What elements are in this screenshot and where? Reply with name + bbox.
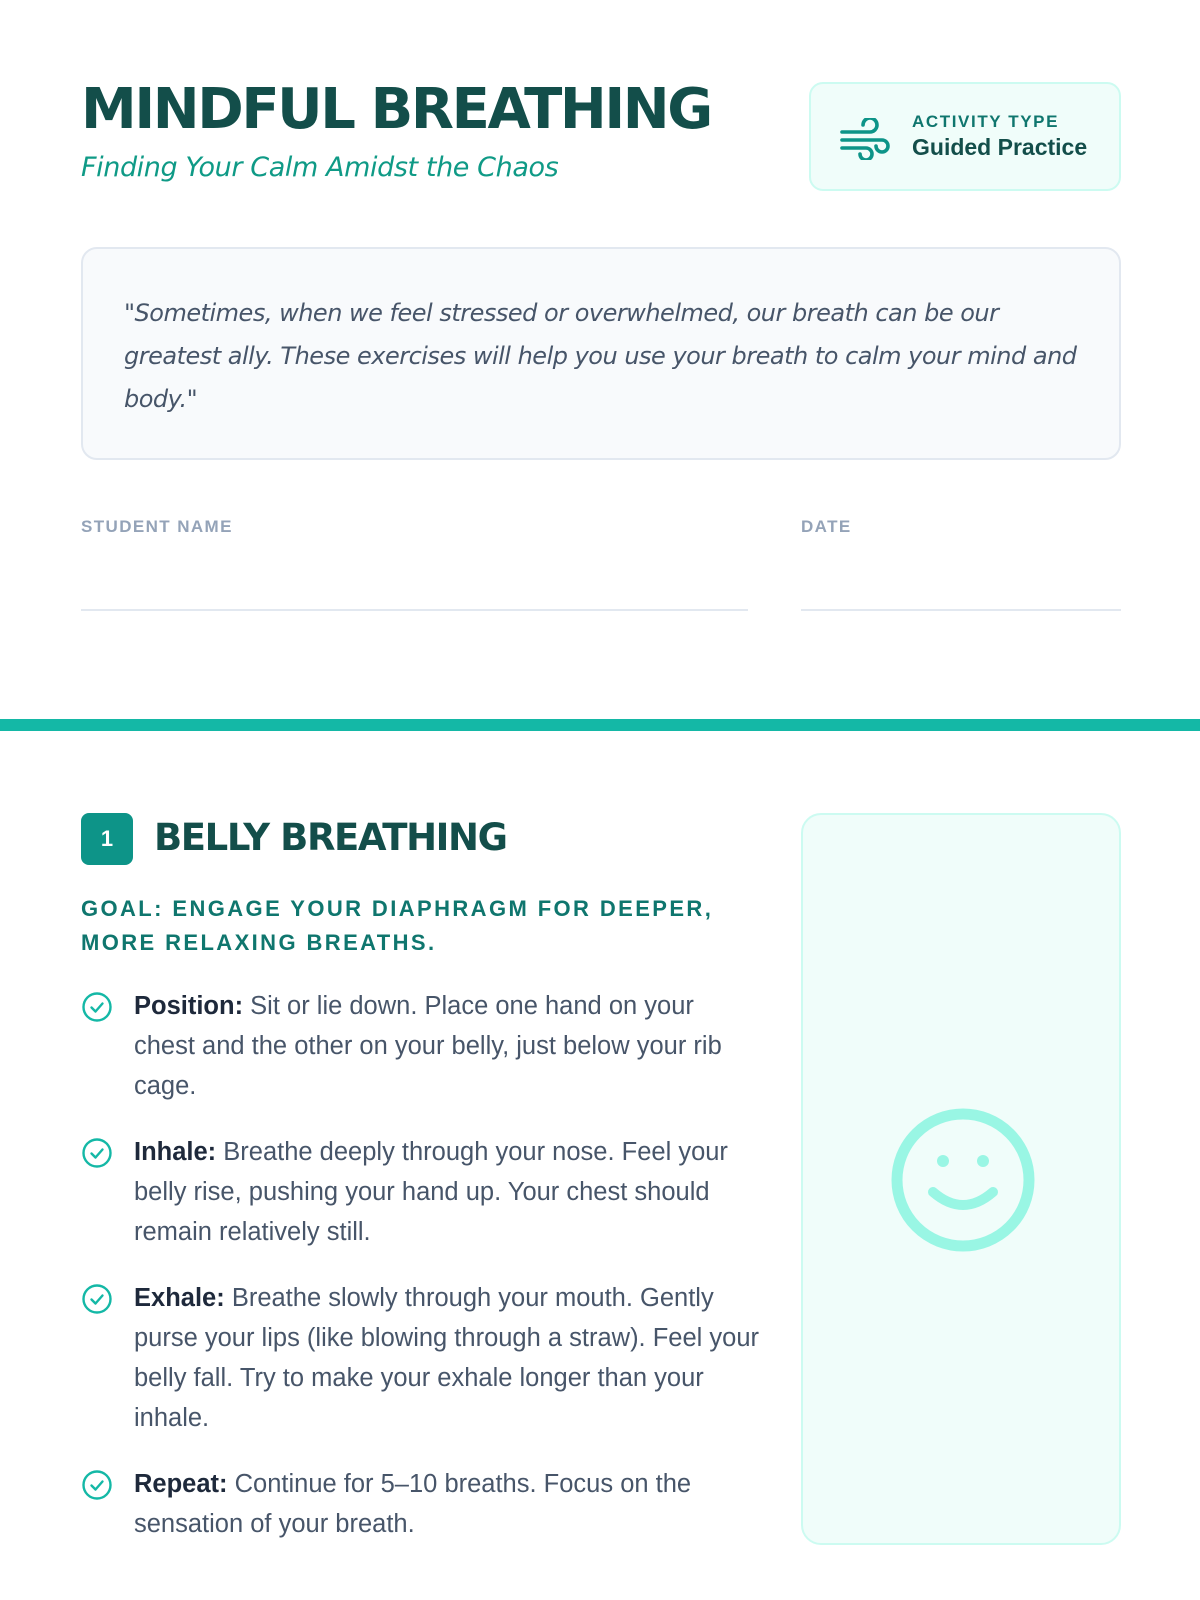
date-field[interactable]: [801, 609, 1121, 611]
section-goal: GOAL: ENGAGE YOUR DIAPHRAGM FOR DEEPER, MORE RELAXING BREATHS.: [81, 896, 714, 955]
step-text: Continue for 5–10 breaths. Focus on the sensation of your breath.: [134, 1470, 692, 1538]
illustration-panel: [801, 813, 1121, 1545]
step-label: Inhale:: [134, 1138, 217, 1166]
section-divider: [0, 719, 1200, 731]
instruction-list: [81, 986, 761, 1570]
list-item: [81, 1464, 761, 1544]
student-name-field[interactable]: [81, 609, 748, 611]
intro-quote: "Sometimes, when we feel stressed or overwhelmed, our breath can be our greatest ally. These exercises will help you use your breath to calm your mind and body.": [124, 299, 1077, 413]
list-item: [81, 1132, 761, 1252]
step-label: Repeat:: [134, 1470, 228, 1498]
student-name-label: STUDENT NAME: [81, 517, 233, 536]
activity-type-label: ACTIVITY TYPE: [912, 112, 1060, 131]
section-title: BELLY BREATHING: [154, 816, 507, 859]
step-text: Breathe slowly through your mouth. Gently purse your lips (like blowing through a straw). Feel your belly fall. Try to make your exhale longer than your inhale.: [134, 1284, 760, 1432]
step-label: Exhale:: [134, 1284, 225, 1312]
page-title: MINDFUL BREATHING: [81, 77, 711, 142]
check-circle-icon: [81, 1283, 113, 1315]
intro-quote-box: [81, 247, 1121, 460]
list-item: [81, 1278, 761, 1438]
list-item: [81, 986, 761, 1106]
check-circle-icon: [81, 1137, 113, 1169]
activity-type-value: Guided Practice: [912, 134, 1088, 160]
smiley-face-icon: [888, 1105, 1038, 1255]
wind-icon: [840, 118, 892, 160]
check-circle-icon: [81, 991, 113, 1023]
page-subtitle: Finding Your Calm Amidst the Chaos: [81, 152, 559, 183]
step-text: Sit or lie down. Place one hand on your chest and the other on your belly, just below your rib cage.: [134, 992, 722, 1100]
step-label: Position:: [134, 992, 244, 1020]
section-number-badge: 1: [81, 813, 133, 865]
activity-type-card: [809, 82, 1121, 191]
date-label: DATE: [801, 517, 852, 536]
check-circle-icon: [81, 1469, 113, 1501]
step-text: Breathe deeply through your nose. Feel your belly rise, pushing your hand up. Your chest should remain relatively still.: [134, 1138, 728, 1246]
